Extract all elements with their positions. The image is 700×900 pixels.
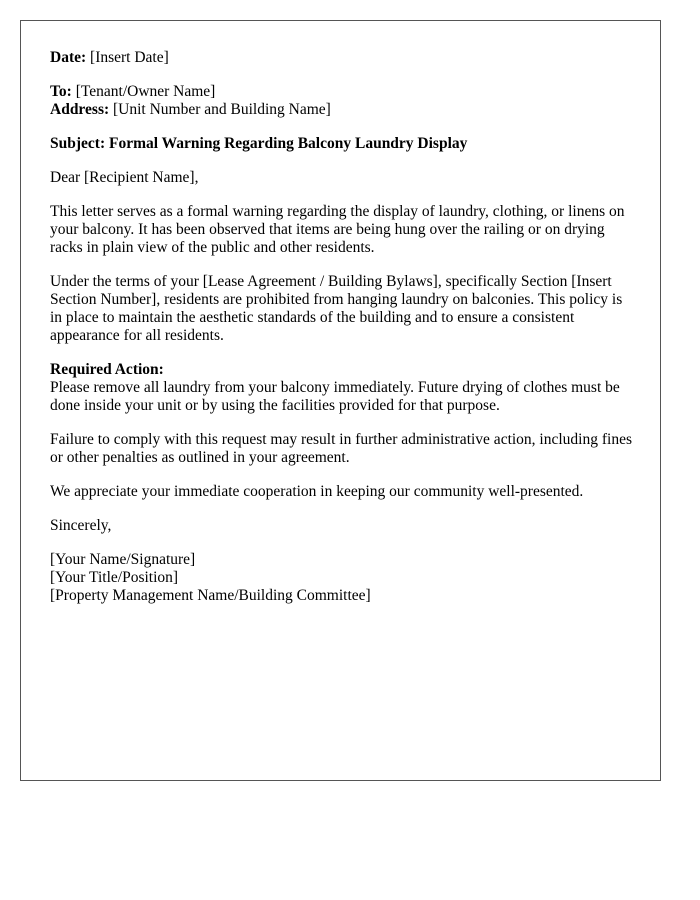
signature-organization: [Property Management Name/Building Committee] (50, 587, 371, 604)
to-line (50, 83, 632, 101)
date-line (50, 49, 632, 67)
signature-title: [Your Title/Position] (50, 569, 179, 586)
salutation: Dear [Recipient Name], (50, 169, 199, 186)
to-value: [Tenant/Owner Name] (75, 83, 216, 100)
body-paragraph-4: We appreciate your immediate cooperation in keeping our community well-presented. (50, 483, 584, 500)
body-paragraph-2: Under the terms of your [Lease Agreement / Building Bylaws], specifically Section [Insert Section Number], residents are prohibited from hanging laundry on balconies. This policy is in place to maintain the aesthetic standards of the building and to ensure a consistent appearance for all residents. (50, 273, 623, 344)
required-action-text: Please remove all laundry from your balcony immediately. Future drying of clothes must be done inside your unit or by using the facilities provided for that purpose. (50, 379, 620, 414)
address-line (50, 101, 632, 119)
required-action-block (50, 361, 632, 415)
to-label: To: (50, 83, 72, 100)
closing: Sincerely, (50, 517, 112, 534)
date-label: Date: (50, 49, 87, 66)
address-value: [Unit Number and Building Name] (113, 101, 331, 118)
required-action-heading: Required Action: (50, 361, 164, 378)
signature-name: [Your Name/Signature] (50, 551, 196, 568)
letter-page (20, 20, 661, 781)
date-value: [Insert Date] (90, 49, 169, 66)
body-paragraph-3: Failure to comply with this request may result in further administrative action, including fines or other penalties as outlined in your agreement. (50, 431, 632, 466)
signature-block (50, 551, 632, 605)
recipient-block (50, 83, 632, 119)
body-paragraph-1: This letter serves as a formal warning regarding the display of laundry, clothing, or linens on your balcony. It has been observed that items are being hung over the railing or on drying racks in plain view of the public and other residents. (50, 203, 625, 256)
address-label: Address: (50, 101, 110, 118)
subject-line: Subject: Formal Warning Regarding Balcony Laundry Display (50, 135, 468, 152)
